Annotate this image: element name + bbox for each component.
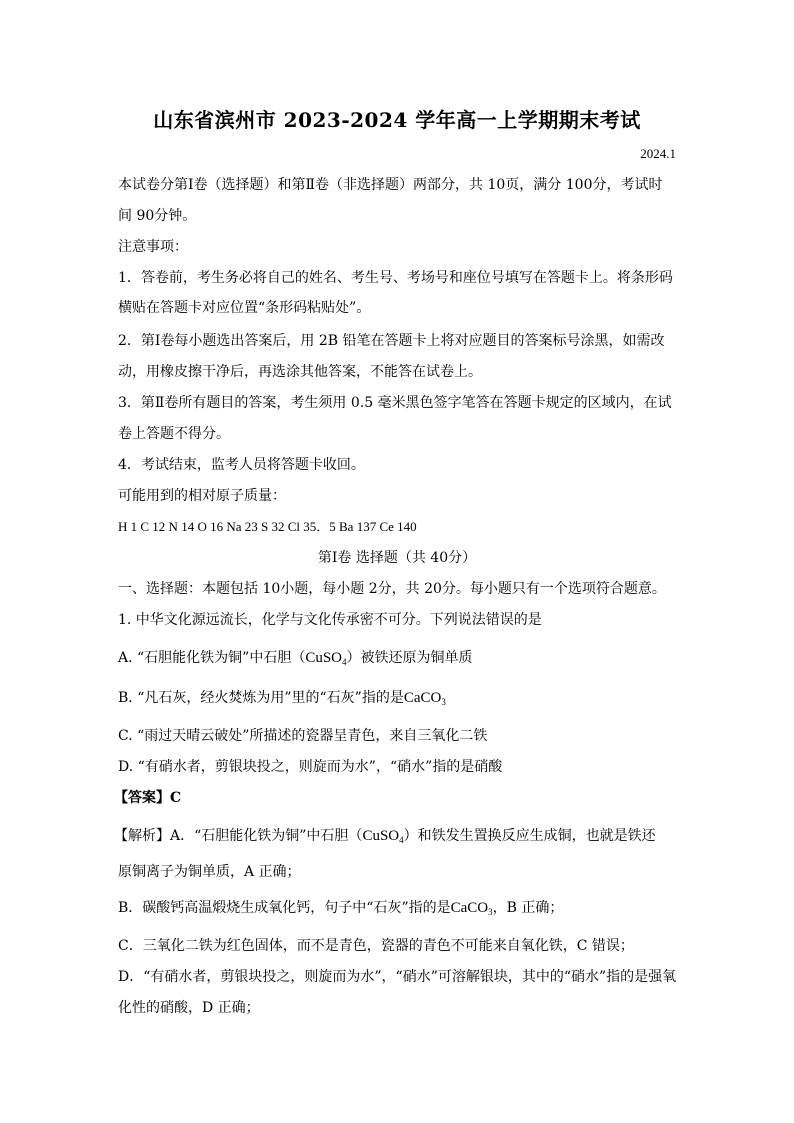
note-2-line-1: 2．第Ⅰ卷每小题选出答案后，用 2B 铅笔在答题卡上将对应题目的答案标号涂黑，如需改 <box>118 333 665 349</box>
exam-title: 山东省滨州市 2023-2024 学年高一上学期期末考试 <box>153 108 641 132</box>
analysis-d-line-2: 化性的硝酸，D 正确； <box>118 1000 260 1016</box>
formula-caco3-analysis: CaCO$_3$ <box>450 900 493 917</box>
exam-date: 2024.1 <box>640 146 676 161</box>
note-1-line-1: 1．答卷前，考生务必将自己的姓名、考生号、考场号和座位号填写在答题卡上。将条形码 <box>118 270 673 286</box>
answer-label: 【答案】C <box>114 790 182 806</box>
formula-cuso4-analysis: CuSO$_4$ <box>362 828 404 845</box>
section-title: 第Ⅰ卷 选择题（共 40分） <box>317 550 477 566</box>
question-1-stem: 1. 中华文化源远流长，化学与文化传承密不可分。下列说法错误的是 <box>118 612 542 628</box>
note-4: 4．考试结束，监考人员将答题卡收回。 <box>118 457 365 473</box>
intro-line-1: 本试卷分第Ⅰ卷（选择题）和第Ⅱ卷（非选择题）两部分，共 10页，满分 100分，考试时 <box>118 177 663 193</box>
question-1-option-c: C. “雨过天晴云破处”所描述的瓷器呈青色，来自三氧化二铁 <box>118 728 488 744</box>
section-instruction: 一、选择题：本题包括 10小题，每小题 2分，共 20分。每小题只有一个选项符合题意。 <box>118 581 666 597</box>
question-1-option-d: D. “有硝水者，剪银块投之，则旋而为水”，“硝水”指的是硝酸 <box>118 759 503 775</box>
note-3-line-1: 3．第Ⅱ卷所有题目的答案，考生须用 0.5 毫米黑色签字笔答在答题卡规定的区域内，在试 <box>118 395 672 411</box>
formula-caco3: CaCO$_3$ <box>403 690 446 707</box>
formula-cuso4: CuSO$_4$ <box>305 650 347 667</box>
note-2-line-2: 动，用橡皮擦干净后，再选涂其他答案，不能答在试卷上。 <box>118 364 482 380</box>
analysis-a-line-2: 原铜离子为铜单质，A 正确； <box>118 864 301 880</box>
analysis-c: C．三氧化二铁为红色固体，而不是青色，瓷器的青色不可能来自氧化铁，C 错误； <box>118 938 634 954</box>
notes-heading: 注意事项： <box>118 239 188 255</box>
analysis-d-line-1: D．“有硝水者，剪银块投之，则旋而为水”，“硝水”可溶解银块，其中的“硝水”指的是强氧 <box>118 969 677 985</box>
question-1-option-b: B. “凡石灰，经火焚炼为用”里的“石灰”指的是CaCO$_3$ <box>118 690 446 707</box>
analysis-a-line-1: 【解析】A．“石胆能化铁为铜”中石胆（CuSO$_4$）和铁发生置换反应生成铜，也就是铁还 <box>114 828 656 845</box>
intro-line-2: 间 90分钟。 <box>118 208 197 224</box>
question-1-option-a: A. “石胆能化铁为铜”中石胆（CuSO$_4$）被铁还原为铜单质 <box>118 650 473 667</box>
atomic-mass-heading: 可能用到的相对原子质量： <box>118 488 286 504</box>
analysis-b: B．碳酸钙高温煅烧生成氧化钙，句子中“石灰”指的是CaCO$_3$，B 正确； <box>118 900 564 917</box>
note-1-line-2: 横贴在答题卡对应位置“条形码粘贴处”。 <box>118 300 371 316</box>
atomic-mass-values: H 1 C 12 N 14 O 16 Na 23 S 32 Cl 35．5 Ba 137 Ce 140 <box>118 519 417 534</box>
note-3-line-2: 卷上答题不得分。 <box>118 426 230 442</box>
